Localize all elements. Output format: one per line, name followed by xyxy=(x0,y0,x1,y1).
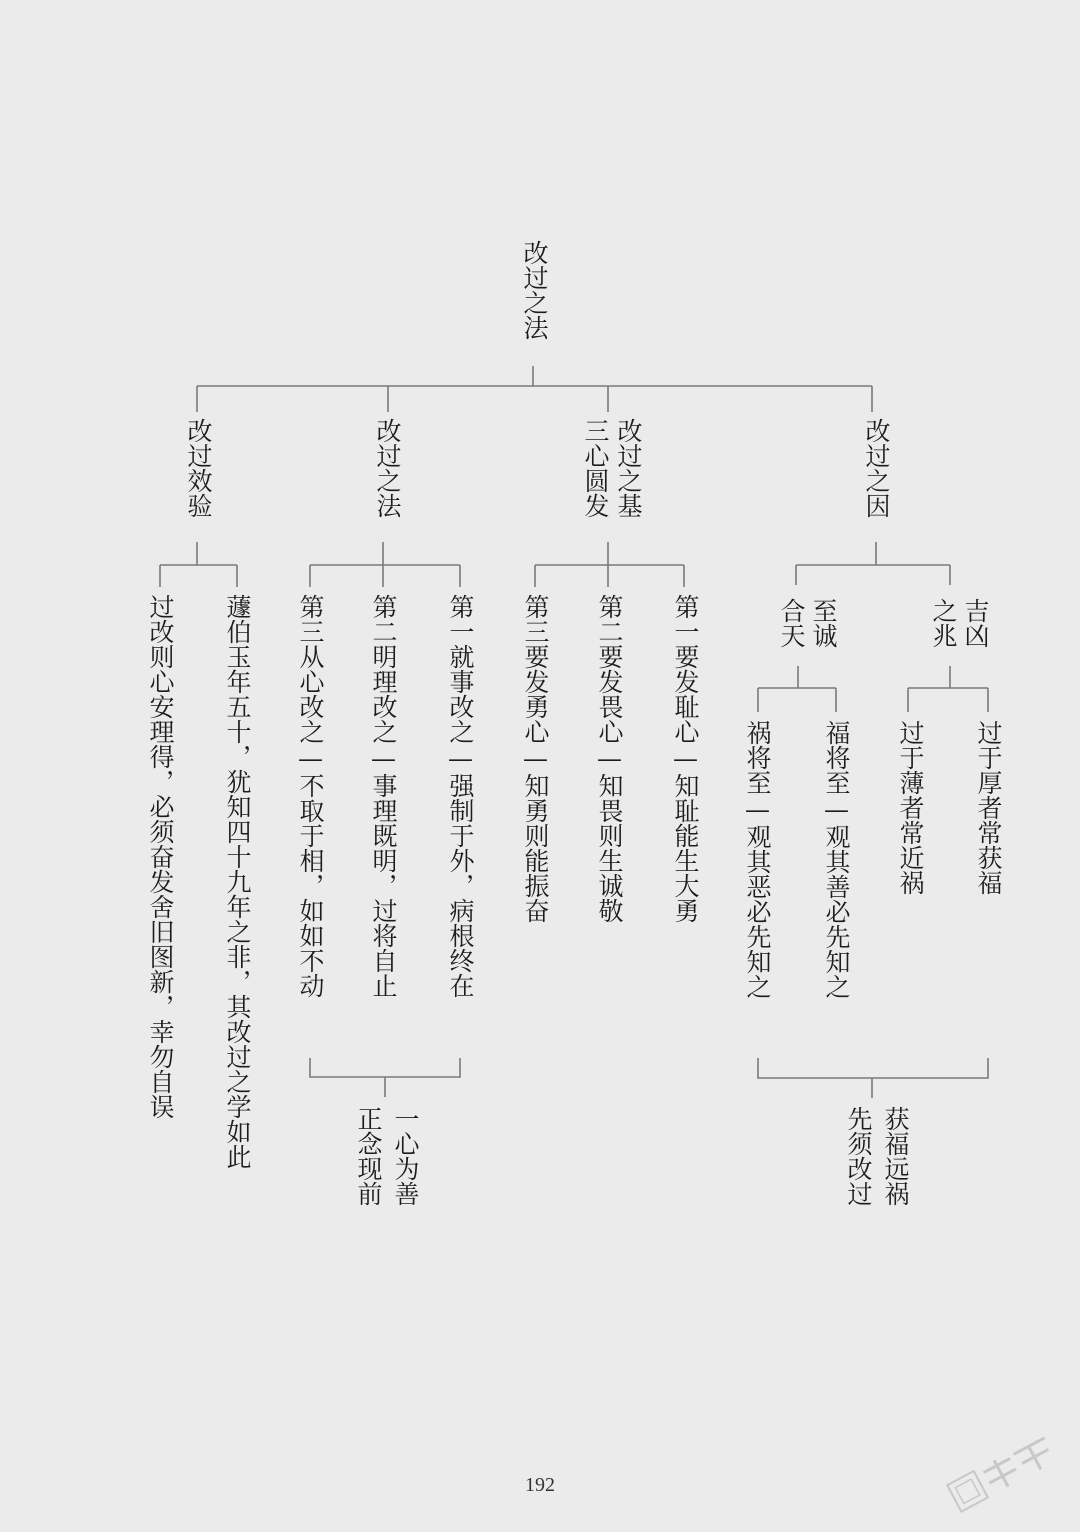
cause-summary-connector xyxy=(758,1058,988,1098)
cause-summary: 获福远祸 xyxy=(881,1106,910,1206)
method-item: 第一就事改之—强制于外，病根终在 xyxy=(446,594,475,998)
basis-title-sub: 三心圆发 xyxy=(581,418,610,518)
omen-title: 吉凶 xyxy=(961,598,990,648)
heaven-connector xyxy=(758,666,836,712)
heaven-title: 至诚 xyxy=(809,598,838,648)
method-item: 第三从心改之—不取于相，如如不动 xyxy=(296,594,325,998)
omen-title: 之兆 xyxy=(929,598,958,648)
root-title: 改过之法 xyxy=(520,240,549,340)
method-summary: 正念现前 xyxy=(354,1106,383,1206)
basis-connector xyxy=(535,542,684,587)
omen-item: 过于厚者常获福 xyxy=(974,720,1003,895)
effect-item: 蘧伯玉年五十，犹知四十九年之非，其改过之学如此 xyxy=(223,594,252,1169)
cause-title: 改过之因 xyxy=(862,418,891,518)
method-item: 第二明理改之—事理既明，过将自止 xyxy=(369,594,398,998)
heaven-item: 祸将至—观其恶必先知之 xyxy=(743,720,772,999)
heaven-title: 合天 xyxy=(777,598,806,648)
method-connector xyxy=(310,542,460,587)
method-summary-connector xyxy=(310,1058,460,1097)
method-title: 改过之法 xyxy=(373,418,402,518)
heaven-item: 福将至—观其善必先知之 xyxy=(822,720,851,999)
basis-title-main: 改过之基 xyxy=(614,418,643,518)
omen-item: 过于薄者常近祸 xyxy=(896,720,925,895)
effect-title: 改过效验 xyxy=(184,418,213,518)
basis-item: 第二要发畏心—知畏则生诚敬 xyxy=(595,594,624,923)
cause-connector xyxy=(796,542,950,585)
effect-connector xyxy=(160,542,237,587)
basis-item: 第三要发勇心—知勇则能振奋 xyxy=(521,594,550,923)
page-number: 192 xyxy=(525,1474,555,1496)
basis-item: 第一要发耻心—知耻能生大勇 xyxy=(671,594,700,923)
method-summary: 一心为善 xyxy=(391,1106,420,1206)
effect-item: 过改则心安理得，必须奋发舍旧图新，幸勿自误 xyxy=(146,594,175,1119)
cause-summary: 先须改过 xyxy=(844,1106,873,1206)
root-connector xyxy=(197,366,872,412)
omen-connector xyxy=(908,666,988,712)
